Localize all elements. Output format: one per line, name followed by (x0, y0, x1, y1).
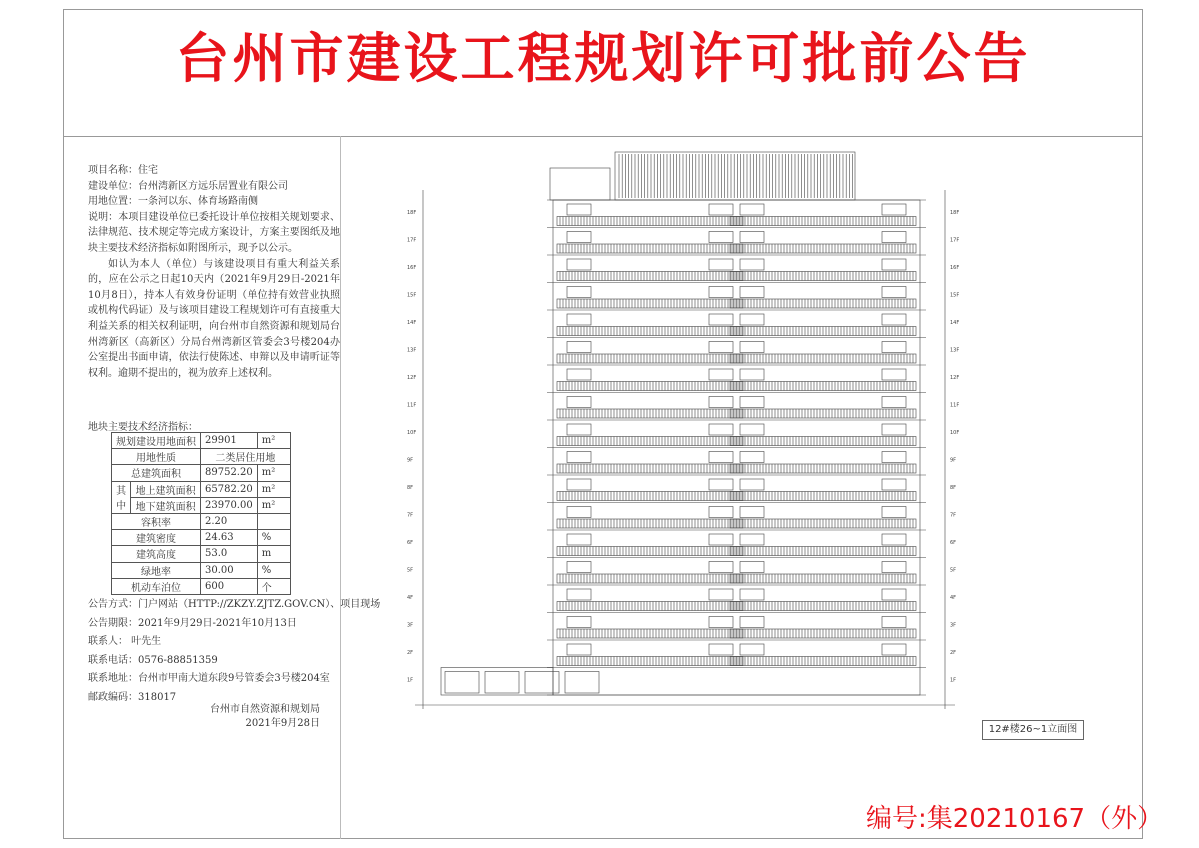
window (567, 204, 591, 215)
window (709, 424, 733, 435)
table-row (112, 530, 291, 546)
row-value: 600 (201, 578, 258, 594)
storefront-window (565, 672, 599, 694)
floor-label-left: 3F (407, 622, 414, 629)
window (740, 452, 764, 463)
window (567, 369, 591, 380)
row-unit: % (257, 530, 290, 546)
window (740, 259, 764, 270)
floor-label-left: 15F (407, 292, 417, 299)
table-row (112, 562, 291, 578)
window (882, 507, 906, 518)
window (740, 562, 764, 573)
project-name-label: 项目名称： (88, 165, 138, 176)
window (882, 452, 906, 463)
header-divider (63, 136, 1143, 137)
window (567, 617, 591, 628)
floor-label-right: 4F (950, 595, 957, 601)
window (740, 369, 764, 380)
window (567, 589, 591, 600)
elevation-drawing (405, 140, 965, 780)
window (709, 369, 733, 380)
row-label: 绿地率 (112, 562, 201, 578)
project-name: 住宅 (138, 165, 158, 176)
row-label: 建筑密度 (112, 530, 201, 546)
floor-label-right: 12F (950, 375, 960, 381)
floor-label-left: 2F (407, 650, 414, 656)
floor-label-right: 7F (950, 512, 957, 519)
signature-block (180, 703, 320, 731)
window (882, 204, 906, 215)
contact-phone: 联系电话：0576-88851359 (88, 654, 218, 666)
issue-date: 2021年9月28日 (245, 718, 320, 729)
window (567, 644, 591, 655)
window (882, 479, 906, 490)
row-label: 容积率 (112, 513, 201, 529)
floor-label-left: 6F (407, 540, 414, 546)
window (882, 397, 906, 408)
subgroup-label-bottom: 中 (116, 501, 127, 513)
floor-label-left: 10F (407, 430, 417, 436)
window (709, 314, 733, 325)
floor-label-right: 14F (950, 320, 960, 326)
floor-label-left: 5F (407, 567, 414, 574)
table-title: 地块主要技术经济指标： (88, 422, 198, 433)
floor-label-left: 8F (407, 485, 414, 491)
table-row (112, 578, 291, 594)
table-row (112, 513, 291, 529)
floor-label-left: 17F (407, 237, 417, 244)
window (567, 534, 591, 545)
floor-label-left: 13F (407, 347, 417, 354)
window (709, 204, 733, 215)
window (882, 342, 906, 353)
table-row (112, 481, 291, 497)
postcode: 邮政编码：318017 (88, 691, 177, 703)
window (567, 397, 591, 408)
floor-label-right: 6F (950, 540, 957, 546)
window (740, 534, 764, 545)
contact-block (88, 596, 380, 707)
project-site-label: 用地位置： (88, 196, 138, 208)
row-unit: m (257, 546, 290, 562)
window (740, 204, 764, 215)
row-label: 地下建筑面积 (131, 497, 201, 513)
window (740, 314, 764, 325)
window (882, 589, 906, 600)
table-subgroup-cell (112, 481, 131, 513)
window (740, 397, 764, 408)
row-value: 23970.00 (201, 497, 258, 513)
table-row (112, 546, 291, 562)
storefront-window (445, 672, 479, 694)
row-value: 2.20 (201, 513, 258, 529)
column-divider (340, 136, 341, 839)
window (709, 232, 733, 243)
row-unit: % (257, 562, 290, 578)
table-row (112, 497, 291, 513)
floor-label-right: 17F (950, 237, 960, 244)
window (740, 479, 764, 490)
publish-method: 公告方式：门户网站（HTTP://ZKZY.ZJTZ.GOV.CN）、项目现场 (88, 599, 381, 610)
floor-label-right: 1F (950, 677, 957, 684)
window (882, 534, 906, 545)
row-label: 规划建设用地面积 (112, 433, 201, 449)
notice-title: 台州市建设工程规划许可批前公告 (175, 27, 1031, 90)
window (882, 424, 906, 435)
window (882, 562, 906, 573)
row-value: 29901 (201, 433, 258, 449)
floor-label-left: 1F (407, 677, 414, 684)
floor-label-right: 8F (950, 485, 957, 491)
window (709, 589, 733, 600)
table-row (112, 465, 291, 481)
window (882, 259, 906, 270)
floor-label-left: 16F (407, 265, 417, 271)
window (709, 562, 733, 573)
window (882, 617, 906, 628)
window (567, 424, 591, 435)
floor-label-right: 10F (950, 430, 960, 436)
window (709, 479, 733, 490)
floor-label-left: 9F (407, 457, 414, 464)
project-desc-row (88, 210, 340, 257)
contact-address: 联系地址：台州市甲南大道东段9号管委会3号楼204室 (88, 673, 330, 684)
window (882, 369, 906, 380)
row-unit: m² (257, 497, 290, 513)
window (740, 342, 764, 353)
window (740, 232, 764, 243)
floor-label-right: 15F (950, 292, 960, 299)
window (740, 644, 764, 655)
window (740, 424, 764, 435)
project-info (88, 163, 340, 381)
floor-label-right: 16F (950, 265, 960, 271)
window (567, 232, 591, 243)
contact-person: 联系人： 叶先生 (88, 636, 162, 647)
row-value: 24.63 (201, 530, 258, 546)
floor-label-right: 18F (950, 210, 960, 216)
row-unit: 个 (257, 578, 290, 594)
window (567, 479, 591, 490)
table-row (112, 433, 291, 449)
window (740, 507, 764, 518)
floor-label-right: 3F (950, 622, 957, 629)
subgroup-label-top: 其 (116, 486, 127, 498)
row-unit: m² (257, 481, 290, 497)
floor-label-left: 4F (407, 595, 414, 601)
window (882, 644, 906, 655)
row-unit: m² (257, 465, 290, 481)
window (709, 259, 733, 270)
window (567, 507, 591, 518)
row-value: 二类居住用地 (201, 449, 291, 465)
floor-label-right: 5F (950, 567, 957, 574)
row-unit (257, 513, 290, 529)
window (567, 314, 591, 325)
project-name-row (88, 163, 340, 179)
project-unit-label: 建设单位： (88, 180, 138, 192)
floor-label-left: 11F (407, 402, 417, 409)
window (567, 452, 591, 463)
window (882, 287, 906, 298)
row-label: 用地性质 (112, 449, 201, 465)
storefront-window (485, 672, 519, 694)
objection-notice: 如认为本人（单位）与该建设项目有重大利益关系的，应在公示之日起10天内（2021年9月29日-2021年10月8日），持本人有效身份证明（单位持有效营业执照或机构代码证）及与该项目建设工程规划许可有直接重大利益关系的相关权利证明，向台州市自然资源和规划局台州湾新区（高新区）分局台州湾新区管委会3号楼204办公室提出书面申请，依法行使陈述、申辩以及申请听证等权利。逾期不提出的，视为放弃上述权利。 (88, 258, 340, 379)
window (709, 397, 733, 408)
project-site: 一条河以东、体育场路南侧 (138, 196, 258, 208)
window (709, 452, 733, 463)
floor-label-left: 14F (407, 320, 417, 326)
window (567, 287, 591, 298)
row-value: 53.0 (201, 546, 258, 562)
drawing-caption: 12#楼26~1立面图 (982, 720, 1084, 740)
floor-label-right: 13F (950, 347, 960, 354)
project-unit: 台州湾新区方远乐居置业有限公司 (138, 180, 288, 192)
floor-label-right: 2F (950, 650, 957, 656)
project-desc-label: 说明： (88, 211, 119, 223)
window (882, 232, 906, 243)
serial-number: 编号:集20210167（外） (866, 804, 1164, 834)
project-unit-row (88, 179, 340, 195)
row-value: 30.00 (201, 562, 258, 578)
floor-label-left: 12F (407, 375, 417, 381)
window (740, 617, 764, 628)
floor-label-left: 18F (407, 210, 417, 216)
window (709, 287, 733, 298)
window (567, 342, 591, 353)
row-unit: m² (257, 433, 290, 449)
window (709, 507, 733, 518)
stair-core (550, 168, 610, 200)
tech-indicator-table (111, 432, 291, 595)
row-label: 总建筑面积 (112, 465, 201, 481)
window (882, 314, 906, 325)
row-label: 地上建筑面积 (131, 481, 201, 497)
table-row (112, 449, 291, 465)
publish-period: 公告期限：2021年9月29日-2021年10月13日 (88, 617, 297, 629)
window (567, 259, 591, 270)
row-label: 建筑高度 (112, 546, 201, 562)
project-site-row (88, 194, 340, 210)
window (709, 534, 733, 545)
project-desc: 本项目建设单位已委托设计单位按相关规划要求、法律规范、技术规定等完成方案设计，方案主要图纸及地块主要技术经济指标如附图所示，现予以公示。 (88, 211, 340, 254)
window (740, 589, 764, 600)
row-value: 65782.20 (201, 481, 258, 497)
window (709, 644, 733, 655)
floor-label-left: 7F (407, 512, 414, 519)
row-value: 89752.20 (201, 465, 258, 481)
issuing-org: 台州市自然资源和规划局 (210, 704, 320, 715)
storefront-window (525, 672, 559, 694)
window (567, 562, 591, 573)
window (709, 617, 733, 628)
floor-label-right: 11F (950, 402, 960, 409)
window (740, 287, 764, 298)
floor-label-right: 9F (950, 457, 957, 464)
row-label: 机动车泊位 (112, 578, 201, 594)
window (709, 342, 733, 353)
